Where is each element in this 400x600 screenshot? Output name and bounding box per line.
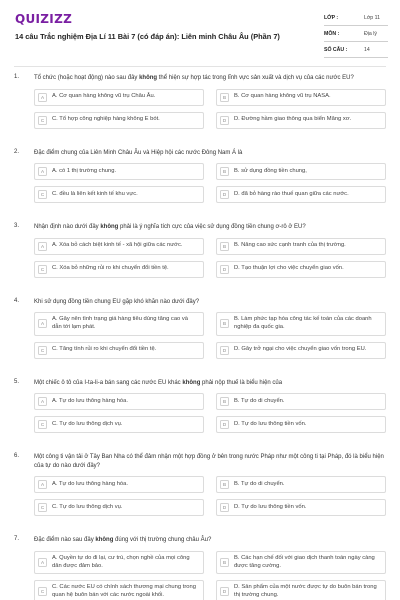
question-number: 5. [14, 378, 20, 385]
answer-option-a[interactable] [34, 551, 204, 574]
question-text-part: Một chiếc ô tô của I-ta-li-a bán sang các nước EU khác [34, 379, 183, 386]
option-letter-badge: D [220, 265, 229, 274]
question-7 [0, 536, 400, 600]
answer-option-b[interactable] [216, 238, 386, 255]
answer-options [0, 163, 400, 209]
question-text-part: Tổ chức (hoặc hoạt động) nào sau đây [34, 75, 140, 81]
question-text-part: phải nộp thuế là biểu hiện của [200, 379, 283, 386]
option-text: B. Tự do di chuyển. [234, 481, 285, 488]
question-stem [0, 536, 400, 545]
question-6 [0, 453, 400, 522]
option-letter-badge: B [220, 480, 229, 489]
question-stem [0, 379, 400, 388]
meta-row-subject [324, 28, 388, 42]
question-text [34, 536, 386, 545]
question-text [34, 298, 386, 307]
meta-row-class [324, 12, 388, 26]
option-letter-badge: C [38, 346, 47, 355]
answer-option-d[interactable] [216, 261, 386, 278]
question-emphasis: không [182, 379, 201, 386]
question-2 [0, 149, 400, 210]
answer-option-b[interactable] [216, 476, 386, 493]
option-letter-badge: C [38, 503, 47, 512]
answer-options [0, 393, 400, 439]
question-emphasis: không [100, 224, 119, 231]
option-text: D. Sản phẩm của một nước được tự do buôn bán trong thị trường chung. [234, 584, 377, 598]
option-letter-badge: B [220, 397, 229, 406]
answer-options [0, 476, 400, 522]
option-letter-badge: A [38, 397, 47, 406]
answer-option-b[interactable] [216, 163, 386, 180]
question-text-part: đúng với thị trường chung châu Âu? [113, 537, 212, 544]
question-5 [0, 379, 400, 440]
option-text: C. Tăng tính rủi ro khi chuyển đổi tiền tệ. [52, 346, 157, 353]
question-stem [0, 298, 400, 307]
option-letter-badge: C [38, 190, 47, 199]
option-text: C. Tự do lưu thông dịch vụ. [52, 420, 123, 427]
option-letter-badge: B [220, 242, 229, 251]
answer-option-d[interactable] [216, 186, 386, 203]
question-4 [0, 298, 400, 365]
question-text [34, 74, 386, 83]
answer-option-c[interactable] [34, 112, 204, 129]
option-letter-badge: D [220, 587, 229, 596]
answer-options [0, 551, 400, 600]
option-text: A. Quyền tự do đi lại, cư trú, chọn nghề của mọi công dân được đảm bảo. [52, 554, 190, 569]
meta-label: LỚP : [324, 15, 339, 21]
question-number: 6. [14, 453, 20, 460]
option-letter-badge: A [38, 480, 47, 489]
meta-value: Địa lý [364, 31, 377, 37]
option-letter-badge: A [38, 242, 47, 251]
option-letter-badge: B [220, 319, 229, 328]
answer-option-b[interactable] [216, 551, 386, 574]
option-text: C. Các nước EU có chính sách thương mại chung trong quan hệ buôn bán với các nước ngoài khối. [52, 584, 196, 598]
meta-row-count [324, 44, 388, 58]
question-number: 4. [14, 297, 20, 304]
option-text: A. Xóa bỏ cách biệt kinh tế - xã hội giữa các nước. [52, 242, 183, 249]
question-list [0, 74, 400, 600]
option-letter-badge: C [38, 116, 47, 125]
question-emphasis: không [139, 75, 158, 81]
option-text: B. Các hạn chế đối với giao dịch thanh toán ngày càng được tăng cường. [234, 554, 375, 569]
question-text-part: thể hiện sự hợp tác trong lĩnh vực sản xuất và dịch vụ của các nước EU? [157, 75, 354, 81]
question-text [34, 379, 386, 388]
answer-options [0, 89, 400, 135]
answer-option-d[interactable] [216, 342, 386, 359]
question-1 [0, 74, 400, 135]
question-stem [0, 223, 400, 232]
option-letter-badge: D [220, 503, 229, 512]
document-title: 14 câu Trắc nghiệm Địa Lí 11 Bài 7 (có đáp án): Liên minh Châu Âu (Phần 7) [15, 32, 280, 41]
answer-option-d[interactable] [216, 499, 386, 516]
option-text: A. Tự do lưu thông hàng hóa. [52, 397, 128, 404]
answer-option-a[interactable] [34, 312, 204, 335]
meta-label: MÔN : [324, 31, 340, 37]
answer-options [0, 312, 400, 364]
option-letter-badge: B [220, 558, 229, 567]
meta-label: SỐ CÂU : [324, 47, 348, 53]
option-text: A. Tự do lưu thông hàng hóa. [52, 481, 128, 488]
question-text-part: Nhận định nào dưới đây [34, 224, 101, 231]
question-text-part: Đặc điểm nào sau đây [34, 537, 96, 544]
answer-option-c[interactable] [34, 580, 204, 600]
option-text: D. đã bỏ hàng rào thuế quan giữa các nước. [234, 190, 349, 197]
answer-option-a[interactable] [34, 393, 204, 410]
option-text: B. sử dụng đồng tiền chung, [234, 167, 307, 174]
answer-option-b[interactable] [216, 312, 386, 335]
answer-option-d[interactable] [216, 112, 386, 129]
answer-options [0, 238, 400, 284]
question-text [34, 453, 386, 470]
option-letter-badge: C [38, 420, 47, 429]
question-3 [0, 223, 400, 284]
header-divider [14, 66, 386, 67]
option-text: C. đều là liên kết kinh tế khu vực. [52, 190, 138, 197]
question-text-part: Khi sử dụng đồng tiền chung EU gặp khó khăn nào dưới đây? [34, 298, 200, 305]
answer-option-a[interactable] [34, 163, 204, 180]
answer-option-c[interactable] [34, 342, 204, 359]
option-text: B. Làm phức tạp hóa công tác kế toán của các doanh nghiệp đa quốc gia. [234, 316, 372, 330]
option-text: A. có 1 thị trường chung. [52, 167, 117, 174]
option-text: C. Tổ hợp công nghiệp hàng không E bót. [52, 116, 160, 123]
answer-option-c[interactable] [34, 499, 204, 516]
answer-option-c[interactable] [34, 186, 204, 203]
answer-option-a[interactable] [34, 238, 204, 255]
answer-option-d[interactable] [216, 416, 386, 433]
quizizz-logo: QUIZIZZ [15, 12, 73, 26]
question-number: 2. [14, 148, 20, 155]
answer-option-b[interactable] [216, 393, 386, 410]
question-emphasis: không [95, 537, 114, 544]
question-stem [0, 74, 400, 83]
question-text [34, 223, 386, 232]
question-text-part: phải là ý nghĩa tích cực của việc sử dụng đồng tiền chung ơ-rô ở EU? [118, 224, 306, 231]
option-letter-badge: B [220, 93, 229, 102]
option-letter-badge: C [38, 265, 47, 274]
option-letter-badge: D [220, 116, 229, 125]
option-letter-badge: A [38, 93, 47, 102]
answer-option-c[interactable] [34, 261, 204, 278]
meta-box [324, 12, 388, 60]
option-text: D. Đường hầm giao thông qua biển Măng xơ. [234, 116, 352, 123]
question-stem [0, 453, 400, 470]
option-letter-badge: C [38, 587, 47, 596]
answer-option-c[interactable] [34, 416, 204, 433]
option-text: A. Cơ quan hàng không vũ trụ Châu Âu. [52, 93, 156, 100]
option-letter-badge: D [220, 420, 229, 429]
question-stem [0, 149, 400, 158]
option-letter-badge: D [220, 346, 229, 355]
option-text: B. Tự do di chuyển. [234, 397, 285, 404]
question-number: 7. [14, 536, 20, 543]
option-text: B. Nâng cao sức cạnh tranh của thị trường. [234, 242, 346, 249]
meta-value: 14 [364, 47, 370, 53]
question-text-part: Một công ti vận tải ở Tây Ban Nha có thể đảm nhận một hợp đồng ở bên trong nước Pháp như một công ti tại Pháp, đó là biểu hiện của tự do nào dưới đây? [34, 454, 384, 469]
answer-option-a[interactable] [34, 89, 204, 106]
question-number: 1. [14, 74, 20, 80]
option-text: A. Gây nên tình trạng giá hàng tiêu dùng tăng cao và dẫn tới lạm phát. [52, 316, 189, 330]
meta-value: Lớp 11 [364, 15, 380, 21]
option-letter-badge: A [38, 558, 47, 567]
option-letter-badge: A [38, 319, 47, 328]
page-header [0, 0, 400, 62]
option-letter-badge: B [220, 167, 229, 176]
answer-option-d[interactable] [216, 580, 386, 600]
question-text [34, 149, 386, 158]
option-text: D. Tự do lưu thông tiền vốn. [234, 420, 307, 427]
option-letter-badge: A [38, 167, 47, 176]
option-text: C. Xóa bỏ những rủi ro khi chuyển đổi tiền tệ. [52, 265, 169, 272]
option-letter-badge: D [220, 190, 229, 199]
answer-option-b[interactable] [216, 89, 386, 106]
question-text-part: Đặc điểm chung của Liên Minh Châu Âu và Hiệp hội các nước Đông Nam Á là [34, 149, 243, 156]
answer-option-a[interactable] [34, 476, 204, 493]
option-text: D. Tạo thuận lợi cho việc chuyển giao vốn. [234, 265, 344, 272]
option-text: D. Gây trở ngại cho việc chuyển giao vốn trong EU. [234, 346, 367, 353]
question-number: 3. [14, 223, 20, 230]
option-text: B. Cơ quan hàng không vũ trụ NASA. [234, 93, 331, 100]
option-text: D. Tự do lưu thông tiền vốn. [234, 504, 307, 511]
option-text: C. Tự do lưu thông dịch vụ. [52, 504, 123, 511]
